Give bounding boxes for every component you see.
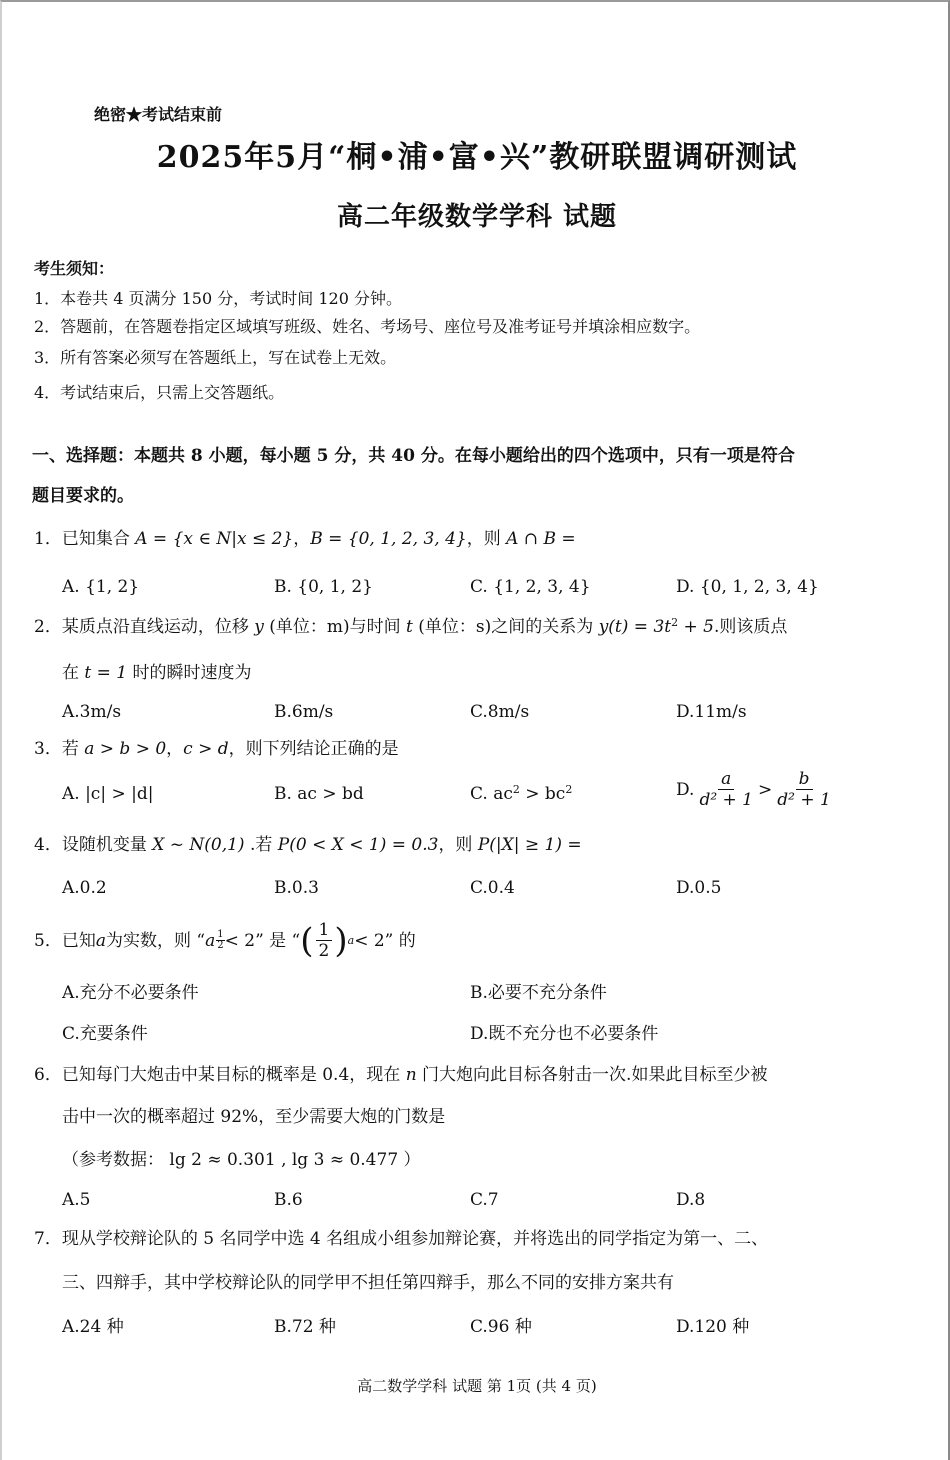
question-number: 6． — [34, 1065, 62, 1085]
question-number: 3． — [34, 739, 62, 759]
q6-option-c: C.7 — [470, 1190, 499, 1210]
exam-title: 2025年5月“桐•浦•富•兴”教研联盟调研测试 — [156, 140, 798, 175]
notice-item-4: 4．考试结束后，只需上交答题纸。 — [34, 383, 285, 402]
question-number: 7． — [34, 1229, 62, 1249]
question-6-cont: 击中一次的概率超过 92%，至少需要大炮的门数是 — [62, 1107, 446, 1127]
q4-option-a: A.0.2 — [62, 878, 107, 898]
q1-option-b: B. {0, 1, 2} — [274, 577, 373, 597]
q3-option-c: C. $ac^2 > bc^2$ — [470, 783, 573, 804]
set-b: B = {0, 1, 2, 3, 4} — [310, 529, 467, 549]
q1-option-a: A. {1, 2} — [62, 577, 140, 597]
question-7: 7．现从学校辩论队的 5 名同学中选 4 名组成小组参加辩论赛，并将选出的同学指定为第一、二、 — [34, 1229, 769, 1249]
page-footer: 高二数学学科 试题 第 1页 (共 4 页) — [357, 1377, 597, 1395]
question-2-cont: 在 t = 1 时的瞬时速度为 — [62, 663, 252, 683]
q4-option-c: C.0.4 — [470, 878, 515, 898]
question-6-reference: （参考数据： lg 2 ≈ 0.301 , lg 3 ≈ 0.477 ） — [62, 1150, 421, 1170]
q1-option-d: D. {0, 1, 2, 3, 4} — [676, 577, 819, 597]
exam-subtitle: 高二年级数学学科 试题 — [336, 202, 618, 232]
q3-option-d: D. $\frac{a}{\text{d² + 1}}$ > $\frac{b}{\text{d² + 1}}$ — [676, 769, 836, 810]
intersection-expr: A ∩ B = — [506, 529, 576, 549]
q6-option-d: D.8 — [676, 1190, 706, 1210]
question-3: 3．若 a > b > 0，c > d，则下列结论正确的是 — [34, 739, 399, 759]
q7-option-d: D.120 种 — [676, 1317, 750, 1337]
question-number: 5． — [34, 930, 62, 951]
question-1: 1．已知集合 A = {x ∈ N|x ≤ 2}，B = {0, 1, 2, 3, 4}，则 A ∩ B = — [34, 529, 576, 549]
q7-option-a: A.24 种 — [62, 1317, 124, 1337]
fraction-b: $\frac{b}{\text{d² + 1}}$ — [777, 769, 831, 810]
q1-option-c: C. {1, 2, 3, 4} — [470, 577, 591, 597]
q7-option-b: B.72 种 — [274, 1317, 336, 1337]
question-number: 2． — [34, 617, 62, 637]
q5-option-c: C.充要条件 — [62, 1024, 148, 1044]
question-number: 4． — [34, 835, 62, 855]
half-fraction: $\frac{1}{2}$ — [316, 920, 333, 961]
q2-option-d: D.11m/s — [676, 702, 747, 722]
notice-item-2: 2．答题前，在答题卷指定区域填写班级、姓名、考场号、座位号及准考证号并填涂相应数字。 — [34, 317, 701, 336]
q3-option-a: A. |c| > |d| — [62, 784, 154, 804]
q5-option-b: B.必要不充分条件 — [470, 983, 607, 1003]
q6-option-a: A.5 — [62, 1190, 91, 1210]
question-7-cont: 三、四辩手，其中学校辩论队的同学甲不担任第四辩手，那么不同的安排方案共有 — [62, 1273, 674, 1293]
set-a: A = {x ∈ N|x ≤ 2} — [135, 529, 294, 549]
notice-item-3: 3．所有答案必须写在答题纸上，写在试卷上无效。 — [34, 348, 397, 367]
exponent-half: 1 2 — [217, 929, 224, 951]
q4-option-b: B.0.3 — [274, 878, 319, 898]
q3-option-b: B. ac > bd — [274, 784, 364, 804]
question-4: 4．设随机变量 X ~ N(0,1) .若 P(0 < X < 1) = 0.3，则 P(|X| ≥ 1) = — [34, 835, 582, 855]
q5-option-d: D.既不充分也不必要条件 — [470, 1024, 659, 1044]
q7-option-c: C.96 种 — [470, 1317, 532, 1337]
position-function: y(t) = 3t — [598, 617, 672, 637]
q6-option-b: B.6 — [274, 1190, 303, 1210]
secret-label: 绝密★考试结束前 — [94, 105, 223, 124]
section-heading-cont: 题目要求的。 — [32, 486, 134, 506]
q2-option-b: B.6m/s — [274, 702, 334, 722]
q5-option-a: A.充分不必要条件 — [62, 983, 199, 1003]
notice-item-1: 1．本卷共 4 页满分 150 分，考试时间 120 分钟。 — [34, 289, 402, 308]
notice-heading: 考生须知： — [34, 259, 115, 278]
q2-option-c: C.8m/s — [470, 702, 530, 722]
question-6: 6．已知每门大炮击中某目标的概率是 0.4，现在 n 门大炮向此目标各射击一次.如果此目标至少被 — [34, 1065, 768, 1085]
question-5: 5． 已知 a 为实数，则 “ a 1 2 < 2 ” 是 “ ( $\frac{1}{2}$ ) a < 2 ” 的 — [34, 920, 416, 961]
question-number: 1． — [34, 529, 62, 549]
fraction-a: $\frac{a}{\text{d² + 1}}$ — [699, 769, 754, 810]
q4-option-d: D.0.5 — [676, 878, 722, 898]
question-2: 2．某质点沿直线运动，位移 y (单位：m)与时间 t (单位：s)之间的关系为 $y(t) = 3t^2 + 5$.则该质点 — [34, 616, 788, 637]
section-heading: 一、选择题：本题共 8 小题，每小题 5 分，共 40 分。在每小题给出的四个选项中，只有一项是符合 — [32, 446, 795, 466]
q2-option-a: A.3m/s — [62, 702, 122, 722]
